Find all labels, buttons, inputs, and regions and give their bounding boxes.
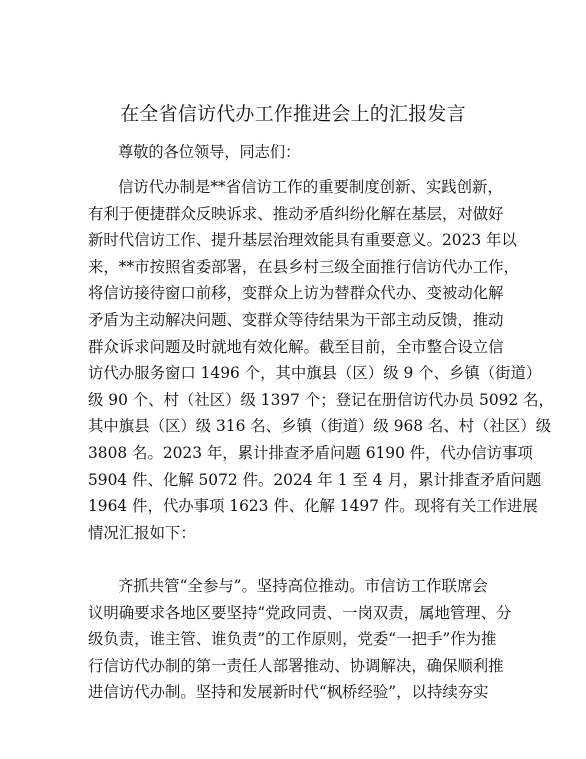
paragraph-line: 行信访代办制的第一责任人部署推动、协调解决，确保顺利推 xyxy=(88,656,504,675)
paragraph-line: 群众诉求问题及时就地有效化解。截至目前，全市整合设立信 xyxy=(88,337,504,356)
paragraph-line: 3808 名。2023 年，累计排查矛盾问题 6190 件，代办信访事项 xyxy=(88,443,533,462)
paragraph-line: 5904 件、化解 5072 件。2024 年 1 至 4 月，累计排查矛盾问题 xyxy=(88,470,542,489)
paragraph-line: 其中旗县（区）级 316 名、乡镇（街道）级 968 名、村（社区）级 xyxy=(88,417,552,436)
paragraph-line: 新时代信访工作、提升基层治理效能具有重要意义。2023 年以 xyxy=(88,231,517,250)
paragraph-line: 级 90 个、村（社区）级 1397 个；登记在册信访代办员 5092 名， xyxy=(88,390,554,409)
document-title: 在全省信访代办工作推进会上的汇报发言 xyxy=(120,103,466,125)
paragraph-line: 议明确要求各地区要坚持“党政同责、一岗双责，属地管理、分 xyxy=(88,603,512,622)
paragraph-line: 矛盾为主动解决问题、变群众等待结果为干部主动反馈，推动 xyxy=(88,310,504,329)
paragraph-line: 级负责，谁主管、谁负责”的工作原则，党委“一把手”作为推 xyxy=(88,630,497,649)
paragraph-line: 进信访代办制。坚持和发展新时代“枫桥经验”，以持续夯实 xyxy=(88,683,489,702)
paragraph-line: 齐抓共管“全参与”。坚持高位推动。市信访工作联席会 xyxy=(118,577,488,595)
paragraph-line: 有利于便捷群众反映诉求、推动矛盾纠纷化解在基层，对做好 xyxy=(88,204,504,223)
paragraph-2 xyxy=(88,573,512,706)
paragraph-line: 1964 件，代办事项 1623 件、化解 1497 件。现将有关工作进展 xyxy=(88,497,538,516)
paragraph-line: 将信访接待窗口前移，变群众上访为替群众代办、变被动化解 xyxy=(88,284,504,303)
paragraph-line: 信访代办制是**省信访工作的重要制度创新、实践创新， xyxy=(118,178,503,196)
paragraph-line: 情况汇报如下： xyxy=(88,523,196,542)
paragraph-line: 来，**市按照省委部署，在县乡村三级全面推行信访代办工作， xyxy=(88,257,519,276)
salutation: 尊敬的各位领导，同志们： xyxy=(118,143,301,161)
paragraph-line: 访代办服务窗口 1496 个，其中旗县（区）级 9 个、乡镇（街道） xyxy=(88,364,542,383)
paragraph-1 xyxy=(88,174,554,546)
